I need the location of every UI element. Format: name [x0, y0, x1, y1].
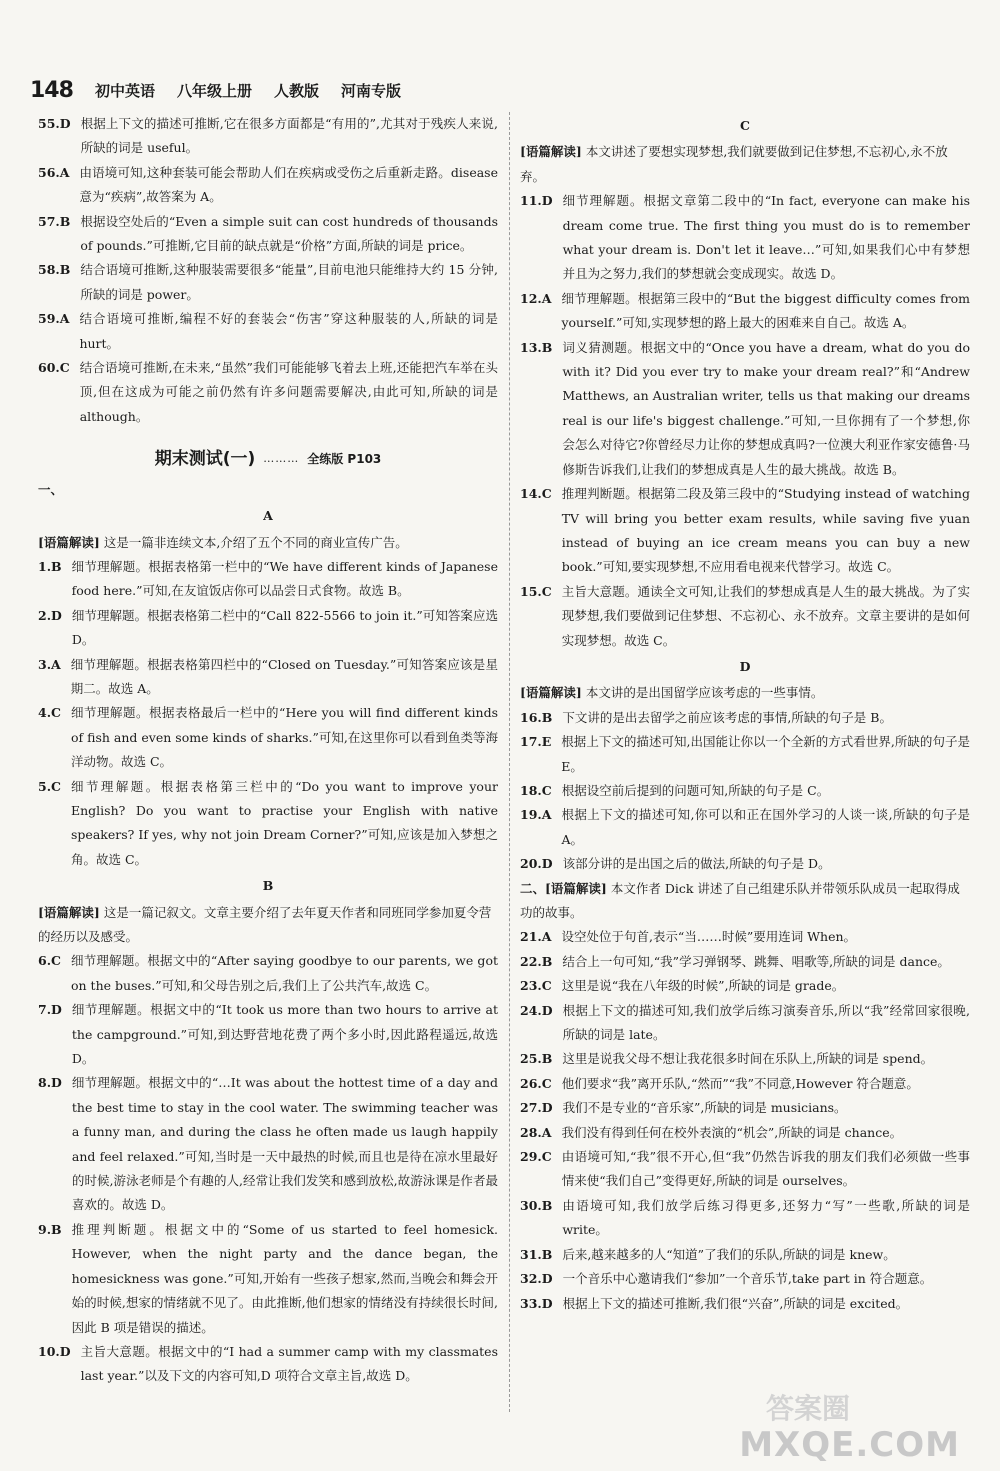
answer-explanation: 该部分讲的是出国之后的做法,所缺的句子是 D。 — [562, 856, 831, 872]
passage-label: C — [740, 118, 750, 133]
answer-explanation: 主旨大意题。通读全文可知,让我们的梦想成真是人生的最大挑战。为了实现梦想,我们要做到记住梦想、不忘初心、永不放弃。文章主要讲的是如何实现梦想。故选 C。 — [561, 583, 970, 648]
answer-item — [520, 950, 970, 974]
answer-item — [520, 925, 970, 949]
answer-explanation: 细节理解题。根据文中的“It took us more than two hours to arrive at the campground.”可知,到达野营地花费了两个多小时,因此路程遥远,故选 D。 — [71, 1002, 498, 1067]
passage-summary — [520, 877, 970, 926]
column-divider — [509, 112, 510, 1412]
answer-item — [38, 653, 498, 702]
page-header — [30, 74, 401, 106]
answer-item — [38, 356, 498, 429]
answer-item — [520, 1243, 970, 1267]
answer-key: 17.E — [520, 734, 552, 750]
answer-key: 7.D — [38, 1002, 62, 1018]
summary-label: [语篇解读] — [38, 904, 100, 920]
answer-key: 55.D — [38, 116, 71, 131]
answer-key: 57.B — [38, 213, 71, 229]
answer-explanation: 下文讲的是出去留学之前应该考虑的事情,所缺的句子是 B。 — [562, 709, 892, 725]
answer-explanation: 结合语境可推断,编程不好的套装会“伤害”穿这种服装的人,所缺的词是 hurt。 — [79, 311, 498, 351]
answer-explanation: 结合语境可推断,这种服装需要很多“能量”,目前电池只能维持大约 15 分钟,所缺的词是 power。 — [80, 262, 498, 302]
answer-item — [520, 580, 970, 653]
answer-item — [520, 779, 970, 803]
answer-explanation: 根据上下文的描述可推断,它在很多方面都是“有用的”,尤其对于残疾人来说,所缺的词是 useful。 — [80, 116, 498, 156]
answer-item — [520, 1194, 970, 1243]
answer-explanation: 设空处位于句首,表示“当……时候”要用连词 When。 — [561, 929, 857, 945]
answer-key: 8.D — [38, 1075, 62, 1091]
answer-key: 6.C — [38, 953, 61, 969]
right-main-answers — [520, 114, 970, 1316]
answer-explanation: 细节理解题。根据表格第二栏中的“Call 822-5566 to join it.”可知答案应选 D。 — [71, 607, 498, 648]
passage-label: D — [739, 658, 751, 674]
answer-item — [38, 555, 498, 604]
book-title: 初中英语 — [94, 81, 155, 100]
answer-explanation: 细节理解题。根据文中的“…It was about the hottest time of a day and the best time to stay in the cool water. The swimming teacher was a funny man, and during the class he often made us laugh happily and feel relaxed.”可知,当时是一天中最热的时候,而且也是待在凉水里最好的时候,游泳老师是个有趣的人,经常让我们发笑和感到放松,故游泳课是作者最喜欢的。故选 D。 — [71, 1075, 498, 1213]
answer-item — [38, 1340, 498, 1389]
answer-key: 22.B — [520, 953, 553, 969]
answer-key: 4.C — [38, 705, 61, 721]
part-two-label: 二、 — [520, 880, 546, 896]
answer-key: 24.D — [520, 1002, 553, 1018]
answer-item — [520, 1267, 970, 1291]
answer-item — [38, 161, 498, 210]
answer-explanation: 我们不是专业的“音乐家”,所缺的词是 musicians。 — [562, 1100, 847, 1116]
summary-label: [语篇解读] — [545, 880, 607, 896]
answer-explanation: 根据上下文的描述可知,你可以和正在国外学习的人谈一谈,所缺的句子是 A。 — [561, 807, 970, 847]
summary-text: 本文作者 Dick 讲述了自己组建乐队并带领乐队成员一起取得成功的故事。 — [520, 880, 960, 920]
watermark-secondary: 答案圈 — [765, 1392, 850, 1425]
answer-explanation: 由语境可知,我们放学后练习得更多,还努力“写”一些歌,所缺的词是 write。 — [562, 1197, 970, 1238]
answer-explanation: 细节理解题。根据表格最后一栏中的“Here you will find different kinds of fish and even some kinds of sharks.”可知,在这里你可以看到鱼类等海洋动物。故选 C。 — [71, 705, 498, 770]
answer-key: 20.D — [520, 856, 553, 872]
answer-item — [520, 287, 970, 336]
summary-label: [语篇解读] — [520, 144, 582, 160]
answer-explanation: 词义猜测题。根据文中的“Once you have a dream, what do you do with it? Did you ever try to make your dream real?”和“Andrew Matthews, an Australian writer, tells us that making our dreams real is our life's biggest challenge.”可知,一旦你拥有了一个梦想,你会怎么对待它?你曾经尽力让你的梦想成真吗?一位澳大利亚作家安德鲁·马修斯告诉我们,让我们的梦想成真是人生的最大挑战。故选 B。 — [562, 339, 970, 477]
passage-summary — [520, 681, 970, 705]
answer-explanation: 细节理解题。根据表格第四栏中的“Closed on Tuesday.”可知答案应该是星期二。故选 A。 — [70, 656, 498, 696]
passage-label: A — [263, 508, 273, 524]
answer-key: 5.C — [38, 778, 61, 794]
answer-key: 15.C — [520, 583, 552, 599]
answer-explanation: 由语境可知,这种套装可能会帮助人们在疾病或受伤之后重新走路。disease 意为“疾病”,故答案为 A。 — [79, 164, 498, 205]
answer-key: 32.D — [520, 1271, 553, 1287]
summary-text: 本文讲的是出国留学应该考虑的一些事情。 — [585, 685, 824, 701]
region-label: 河南专版 — [340, 81, 401, 100]
answer-key: 28.A — [520, 1124, 552, 1140]
answer-item — [38, 1218, 498, 1340]
answer-key: 1.B — [38, 558, 62, 574]
answer-key: 2.D — [38, 607, 62, 623]
answer-item — [38, 307, 498, 356]
answer-item — [38, 604, 498, 653]
grade-label: 八年级上册 — [176, 81, 252, 100]
answer-key: 12.A — [520, 290, 552, 306]
answer-key: 14.C — [520, 486, 552, 502]
answer-explanation: 这里是说我父母不想让我花很多时间在乐队上,所缺的词是 spend。 — [562, 1051, 934, 1067]
answer-item — [38, 258, 498, 307]
answer-key: 59.A — [38, 311, 70, 327]
section-reference: 全练版 P103 — [307, 452, 382, 467]
answer-explanation: 根据设空处后的“Even a simple suit can cost hundreds of thousands of pounds.”可推断,它目前的缺点就是“价格”方面,所缺的词是 price。 — [80, 213, 498, 254]
passage-summary — [520, 140, 970, 189]
answer-item — [520, 1096, 970, 1120]
answer-explanation: 细节理解题。根据第三段中的“But the biggest difficulty comes from yourself.”可知,实现梦想的路上最大的困难来自自己。故选 A。 — [561, 290, 970, 331]
answer-key: 26.C — [520, 1075, 552, 1091]
left-top-answers — [38, 112, 498, 429]
right-column — [520, 112, 970, 1316]
answer-explanation: 后来,越来越多的人“知道”了我们的乐队,所缺的词是 knew。 — [562, 1246, 896, 1262]
answer-explanation: 主旨大意题。根据文中的“I had a summer camp with my classmates last year.”以及下文的内容可知,D 项符合文章主旨,故选 D。 — [80, 1343, 498, 1384]
answer-explanation: 根据上下文的描述可知,我们放学后练习演奏音乐,所以“我”经常回家很晚,所缺的词是 late。 — [562, 1002, 970, 1043]
answer-key: 19.A — [520, 807, 552, 823]
answer-key: 58.B — [38, 262, 71, 278]
part-one-label: 一、 — [38, 481, 64, 497]
answer-explanation: 由语境可知,“我”很不开心,但“我”仍然告诉我的朋友们我们必须做一些事情来使“我们自己”变得更好,所缺的词是 ourselves。 — [561, 1149, 970, 1189]
answer-key: 27.D — [520, 1100, 553, 1116]
summary-text: 本文讲述了要想实现梦想,我们就要做到记住梦想,不忘初心,永不放弃。 — [520, 144, 948, 184]
answer-explanation: 推理判断题。根据第二段及第三段中的“Studying instead of watching TV will bring you better exam results, while saving five yuan instead of buying an ice cream means you can buy a new book.”可知,要实现梦想,不应用看电视来代替学习。故选 C。 — [561, 486, 970, 575]
summary-text: 这是一篇非连续文本,介绍了五个不同的商业宣传广告。 — [103, 534, 408, 550]
answer-explanation: 根据设空前后提到的问题可知,所缺的句子是 C。 — [561, 782, 830, 798]
answer-item — [520, 852, 970, 876]
answer-item — [520, 999, 970, 1048]
answer-key: 29.C — [520, 1149, 552, 1165]
answer-key: 25.B — [520, 1051, 553, 1067]
answer-explanation: 细节理解题。根据表格第一栏中的“We have different kinds of Japanese food here.”可知,在友谊饭店你可以品尝日式食物。故选 B。 — [71, 558, 498, 599]
answer-item — [520, 1292, 970, 1316]
answer-item — [520, 1145, 970, 1194]
section-dots: ……… — [263, 452, 300, 466]
section-title-text: 期末测试(一) — [154, 449, 256, 470]
answer-key: 23.C — [520, 978, 552, 994]
answer-explanation: 结合语境可推断,在未来,“虽然”我们可能能够飞着去上班,还能把汽车举在头顶,但在这成为可能之前仍然有许多问题需要解决,由此可知,所缺的词是 although。 — [79, 360, 498, 424]
answer-key: 10.D — [38, 1343, 71, 1359]
answer-item — [38, 775, 498, 873]
answer-item — [520, 189, 970, 287]
answer-key: 31.B — [520, 1246, 553, 1262]
answer-item — [38, 1071, 498, 1217]
answer-item — [520, 1121, 970, 1145]
answer-item — [520, 706, 970, 730]
answer-key: 3.A — [38, 656, 61, 672]
answer-item — [520, 336, 970, 482]
answer-key: 30.B — [520, 1197, 553, 1213]
answer-key: 60.C — [38, 360, 70, 376]
summary-label: [语篇解读] — [520, 685, 582, 701]
answer-key: 13.B — [520, 339, 553, 355]
answer-item — [38, 210, 498, 259]
answer-key: 18.C — [520, 782, 552, 798]
answer-item — [38, 701, 498, 774]
answer-explanation: 一个音乐中心邀请我们“参加”一个音乐节,take part in 符合题意。 — [562, 1271, 933, 1287]
answer-key: 33.D — [520, 1295, 553, 1311]
answer-explanation: 细节理解题。根据文章第二段中的“In fact, everyone can make his dream come true. The first thing you must do is to remember what your dream is. Don't let it leave…”可知,如果我们心中有梦想并且为之努力,我们的梦想就会变成现实。故选 D。 — [562, 193, 970, 282]
answer-explanation: 细节理解题。根据文中的“After saying goodbye to our parents, we got on the buses.”可知,和父母告别之后,我们上了公共汽车,故选 C。 — [71, 953, 498, 993]
answer-key: 16.B — [520, 709, 553, 725]
answer-explanation: 这里是说“我在八年级的时候”,所缺的词是 grade。 — [561, 978, 845, 994]
answer-item — [520, 1047, 970, 1071]
answer-item — [520, 1072, 970, 1096]
passage-label: B — [262, 878, 274, 894]
answer-item — [520, 974, 970, 998]
answer-explanation: 根据上下文的描述可推断,我们很“兴奋”,所缺的词是 excited。 — [562, 1295, 909, 1311]
answer-explanation: 细节理解题。根据表格第三栏中的“Do you want to improve your English? Do you want to practise your English with native speakers? If yes, why not join Dream Corner?”可知,应该是加入梦想之角。故选 C。 — [71, 778, 498, 867]
answer-explanation: 推理判断题。根据文中的“Some of us started to feel homesick. However, when the night party and the dance began, the homesickness was gone.”可知,开始有一些孩子想家,然而,当晚会和舞会开始的时候,想家的情绪就不见了。由此推断,他们想家的情绪没有持续很长时间,因此 B 项是错误的描述。 — [71, 1221, 498, 1335]
answer-explanation: 根据上下文的描述可知,出国能让你以一个全新的方式看世界,所缺的句子是 E。 — [561, 734, 970, 774]
answer-item — [520, 730, 970, 779]
passage-summary — [38, 531, 498, 555]
answer-key: 9.B — [38, 1221, 62, 1237]
answer-key: 21.A — [520, 929, 552, 945]
answer-key: 11.D — [520, 193, 553, 209]
left-main-answers — [38, 504, 498, 1389]
answer-item — [38, 112, 498, 161]
page-number: 148 — [30, 77, 73, 103]
summary-label: [语篇解读] — [38, 534, 100, 550]
summary-text: 这是一篇记叙文。文章主要介绍了去年夏天作者和同班同学参加夏令营的经历以及感受。 — [38, 904, 492, 944]
answer-explanation: 结合上一句可知,“我”学习弹钢琴、跳舞、唱歌等,所缺的词是 dance。 — [562, 953, 950, 969]
edition-label: 人教版 — [273, 81, 319, 100]
watermark: MXQE.COM — [739, 1425, 960, 1465]
answer-item — [520, 482, 970, 580]
section-title — [38, 447, 498, 471]
answer-explanation: 他们要求“我”离开乐队,“然而”“我”不同意,However 符合题意。 — [561, 1075, 919, 1091]
left-column — [38, 112, 498, 1389]
answer-item — [520, 803, 970, 852]
answer-key: 56.A — [38, 164, 70, 180]
answer-explanation: 我们没有得到任何在校外表演的“机会”,所缺的词是 chance。 — [561, 1124, 903, 1140]
answer-item — [38, 998, 498, 1071]
passage-summary — [38, 901, 498, 950]
answer-item — [38, 949, 498, 998]
